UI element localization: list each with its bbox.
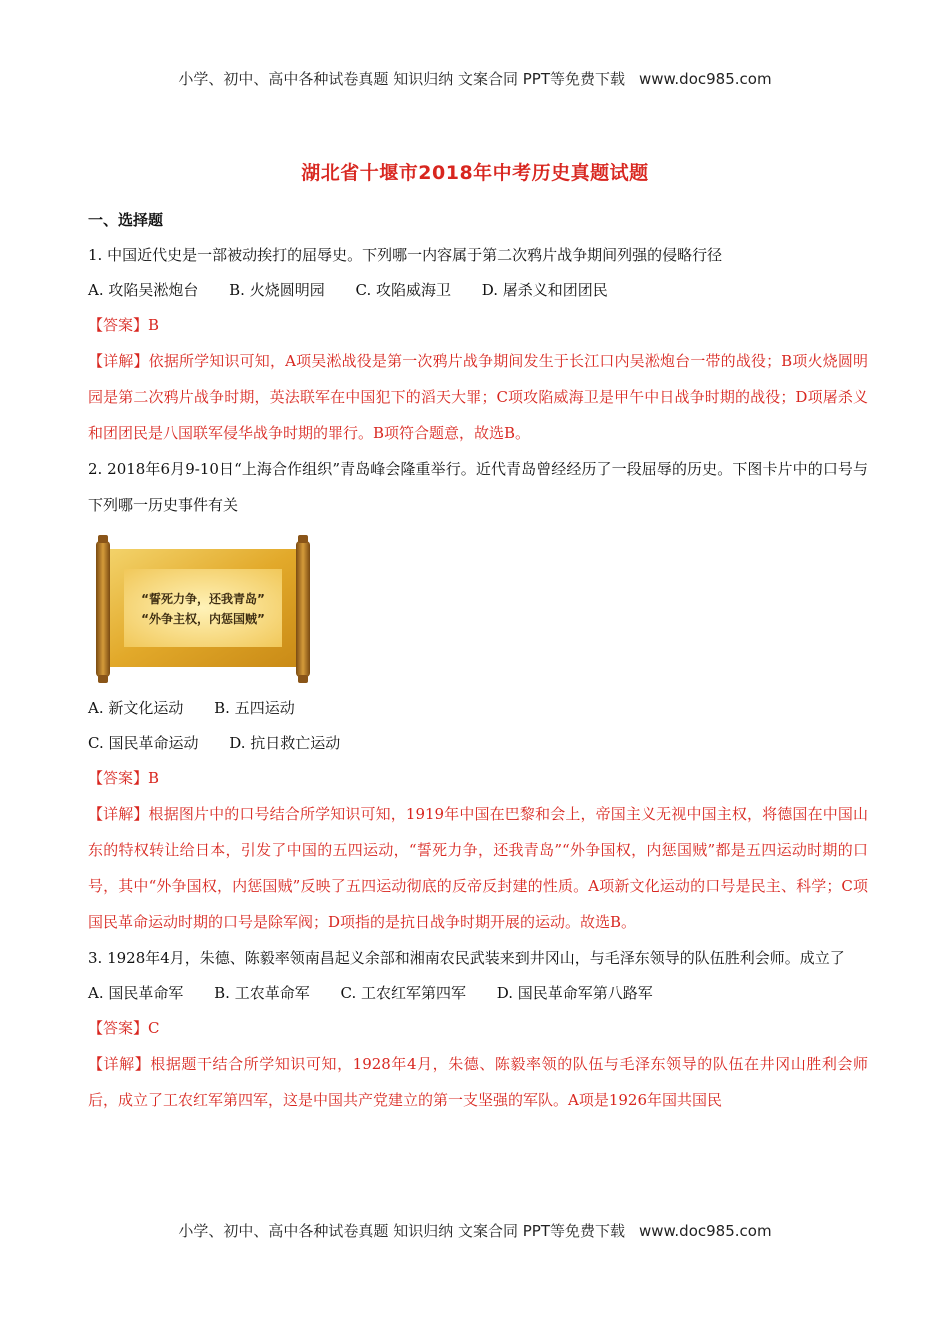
q1-options <box>88 273 868 308</box>
q3-option-b: B. 工农革命军 <box>214 984 310 1002</box>
q1-option-b: B. 火烧圆明园 <box>229 281 325 299</box>
q2-detail: 【详解】根据图片中的口号结合所学知识可知，1919年中国在巴黎和会上，帝国主义无视中国主权，将德国在中国山东的特权转让给日本，引发了中国的五四运动，“誓死力争，还我青岛”“外争国权，内惩国贼”都是五四运动时期的口号，其中“外争国权，内惩国贼”反映了五四运动彻底的反帝反封建的性质。A项新文化运动的口号是民主、科学；C项国民革命运动时期的口号是除军阀；D项指的是抗日战争时期开展的运动。故选B。 <box>88 805 868 931</box>
q2-option-c: C. 国民革命运动 <box>88 734 199 752</box>
q3-answer: 【答案】C <box>88 1019 160 1037</box>
q3-option-c: C. 工农红军第四军 <box>340 984 466 1002</box>
document-title: 湖北省十堰市2018年中考历史真题试题 <box>301 162 649 184</box>
q3-stem: 3. 1928年4月，朱德、陈毅率领南昌起义余部和湘南农民武装来到井冈山，与毛泽东领导的队伍胜利会师。成立了 <box>88 949 845 967</box>
q2-stem: 2. 2018年6月9-10日“上海合作组织”青岛峰会隆重举行。近代青岛曾经经历了一段屈辱的历史。下图卡片中的口号与下列哪一历史事件有关 <box>88 460 868 514</box>
header-text: 小学、初中、高中各种试卷真题 知识归纳 文案合同 PPT等免费下载 <box>178 70 625 88</box>
scroll-image <box>88 535 318 685</box>
q3-detail: 【详解】根据题干结合所学知识可知，1928年4月，朱德、陈毅率领的队伍与毛泽东领导的队伍在井冈山胜利会师后，成立了工农红军第四军，这是中国共产党建立的第一支坚强的军队。A项是1926年国共国民 <box>88 1055 868 1109</box>
page-footer <box>0 1220 950 1241</box>
q3-option-a: A. 国民革命军 <box>88 984 184 1002</box>
scroll-slogan-2: “外争主权，内惩国贼” <box>141 612 265 626</box>
q2-options-row2 <box>88 726 868 761</box>
q3-options <box>88 976 868 1011</box>
q2-option-a: A. 新文化运动 <box>88 699 184 717</box>
q1-answer: 【答案】B <box>88 316 160 334</box>
footer-url[interactable]: www.doc985.com <box>638 1222 772 1240</box>
document-body <box>88 208 868 1118</box>
q2-option-d: D. 抗日救亡运动 <box>229 734 341 752</box>
q1-option-a: A. 攻陷吴淞炮台 <box>88 281 199 299</box>
q2-option-b: B. 五四运动 <box>214 699 295 717</box>
q1-stem: 1. 中国近代史是一部被动挨打的屈辱史。下列哪一内容属于第二次鸦片战争期间列强的侵略行径 <box>88 246 723 264</box>
q2-options-row1 <box>88 691 868 726</box>
q1-option-d: D. 屠杀义和团团民 <box>481 281 608 299</box>
header-url[interactable]: www.doc985.com <box>638 70 772 88</box>
scroll-slogan-1: “誓死力争，还我青岛” <box>141 592 265 606</box>
section-heading: 一、选择题 <box>88 211 164 229</box>
q2-answer: 【答案】B <box>88 769 160 787</box>
q3-option-d: D. 国民革命军第八路军 <box>496 984 653 1002</box>
q1-option-c: C. 攻陷威海卫 <box>355 281 451 299</box>
footer-text: 小学、初中、高中各种试卷真题 知识归纳 文案合同 PPT等免费下载 <box>178 1222 625 1240</box>
q1-detail: 【详解】依据所学知识可知，A项吴淞战役是第一次鸦片战争期间发生于长江口内吴淞炮台一带的战役；B项火烧圆明园是第二次鸦片战争时期，英法联军在中国犯下的滔天大罪；C项攻陷威海卫是甲午中日战争时期的战役；D项屠杀义和团团民是八国联军侵华战争时期的罪行。B项符合题意，故选B。 <box>88 352 868 442</box>
page-header <box>0 68 950 89</box>
